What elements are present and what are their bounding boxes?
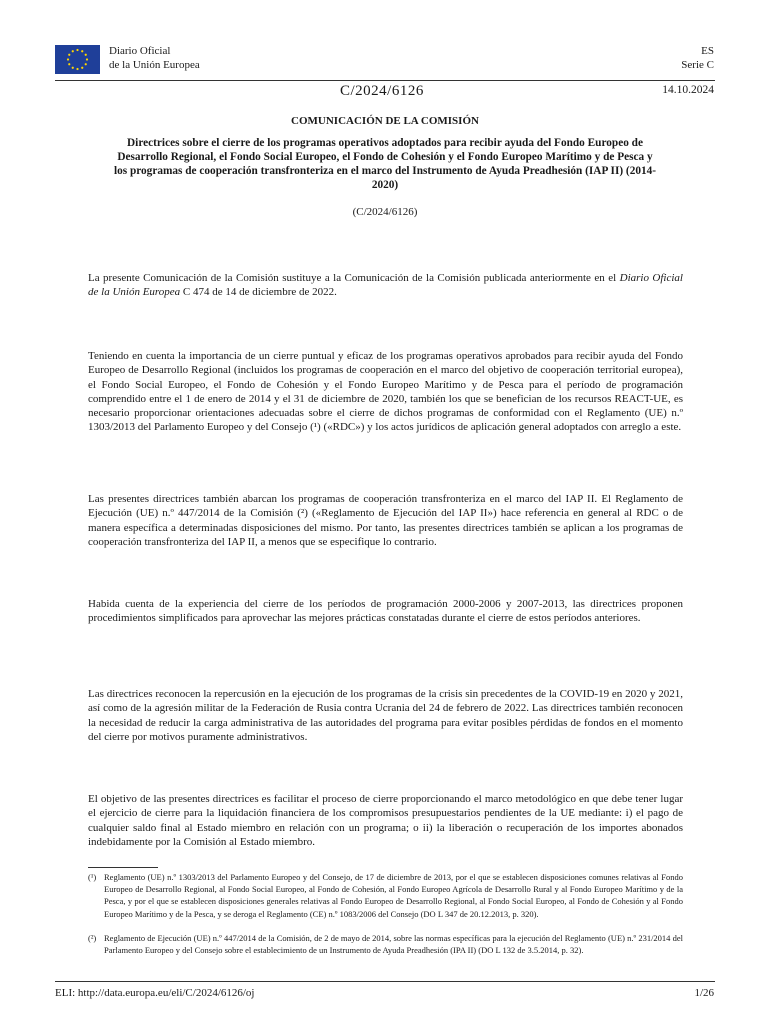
eu-flag-icon: [55, 45, 100, 74]
footnote-2-mark: (²): [88, 933, 97, 943]
paragraph-3: Las presentes directrices también abarcan los programas de cooperación transfronteriza en el marco del IAP II. El Reglamento de Ejecución (UE) n.º 447/2014 de la Comisión (²) («Reglamento de Ejecución del IAP II») hace referencia en general al RDC o de manera específica a determinadas disposiciones del mismo. Por tanto, las presentes directrices también se aplican a los programas de cooperación transfronteriza del IAP II, a menos que se especifique lo contrario.: [88, 493, 683, 548]
language-code: ES: [701, 45, 714, 57]
flag-star: [72, 67, 74, 69]
flag-star: [67, 58, 69, 60]
paragraph-1: [88, 271, 683, 300]
paragraph-6: El objetivo de las presentes directrices es facilitar el proceso de cierre proporcionando el marco metodológico en que debe tener lugar el ejercicio de cierre para la liquidación financiera de los compromisos presupuestarios pendientes de la UE mediante: i) el pago de cualquier saldo final al Estado miembro en relación con un programa; o ii) la liberación o recuperación de los importes abonados indebidamente por la Comisión al Estado miembro.: [88, 793, 683, 848]
publication-date: 14.10.2024: [662, 84, 714, 96]
flag-star: [86, 58, 88, 60]
paragraph-1-part-b: C 474 de 14 de diciembre de 2022.: [180, 286, 337, 299]
journal-line-2: de la Unión Europea: [109, 58, 200, 71]
series-label: Serie C: [681, 58, 714, 71]
flag-star: [68, 63, 70, 65]
footnote-2-text: Reglamento de Ejecución (UE) n.º 447/2014 de la Comisión, de 2 de mayo de 2014, sobre las normas específicas para la ejecución del Reglamento (UE) n.º 231/2014 del Parlamento Europeo y del Consejo sobre el establecimiento de un Instrumento de Ayuda Preadhesión (IPA II) (DO L 132 de 3.5.2014, p. 32).: [104, 933, 683, 956]
footer-divider: [55, 981, 715, 982]
journal-name: [109, 45, 200, 72]
document-number: C/2024/6126: [340, 83, 424, 99]
language-series: [681, 45, 714, 72]
footnote-1-text: Reglamento (UE) n.º 1303/2013 del Parlamento Europeo y del Consejo, de 17 de diciembre de 2013, por el que se establecen disposiciones comunes relativas al Fondo Europeo de Desarrollo Regional, al Fondo Social Europeo, al Fondo de Cohesión, al Fondo Europeo Agrícola de Desarrollo Rural y al Fondo Europeo Marítimo y de la Pesca, y por el que se establecen disposiciones generales relativas al Fondo Europeo de Desarrollo Regional, al Fondo Social Europeo, al Fondo de Cohesión y al Fondo Europeo Marítimo y de la Pesca, y se deroga el Reglamento (CE) n.º 1083/2006 del Consejo (DO L 347 de 20.12.2013, p. 320).: [104, 872, 683, 919]
footnote-1-mark: (¹): [88, 872, 97, 882]
footnote-divider: [88, 867, 158, 868]
paragraph-4: Habida cuenta de la experiencia del cierre de los períodos de programación 2000-2006 y 2007-2013, las directrices proponen procedimientos simplificados para aprovechar las mejores prácticas constatadas durante el cierre de estos períodos anteriores.: [88, 598, 683, 625]
paragraph-1-part-a: La presente Comunicación de la Comisión sustituye a la Comunicación de la Comisión publicada anteriormente en el: [88, 272, 620, 284]
footnote-2: [88, 932, 683, 956]
flag-star: [72, 50, 74, 52]
journal-citation: Diario Oficial de la Unión Europea: [88, 272, 683, 299]
flag-star: [68, 54, 70, 56]
flag-star: [76, 68, 78, 70]
document-heading: COMUNICACIÓN DE LA COMISIÓN: [291, 115, 479, 127]
flag-star: [85, 54, 87, 56]
flag-star: [85, 63, 87, 65]
document-title: Directrices sobre el cierre de los programas operativos adoptados para recibir ayuda del Fondo Europeo de Desarrollo Regional, el Fondo Social Europeo, el Fondo de Cohesión y el Fondo Europeo Marítimo y de Pesca y los programas de cooperación transfronteriza en el marco del Instrumento de Ayuda Preadhesión (IAP II) (2014-2020): [113, 137, 657, 191]
journal-line-1: Diario Oficial: [109, 45, 171, 57]
document-reference: (C/2024/6126): [352, 206, 418, 218]
header-divider: [55, 80, 715, 81]
paragraph-2: Teniendo en cuenta la importancia de un cierre puntual y eficaz de los programas operativos aprobados para recibir ayuda del Fondo Europeo de Desarrollo Regional (incluidos los programas de cooperación en el marco del objetivo de cooperación territorial europea), el Fondo Social Europeo, el Fondo de Cohesión y el Fondo Europeo Marítimo y de Pesca para el período de programación comprendido entre el 1 de enero de 2014 y el 31 de diciembre de 2020, también los que se benefician de los recursos REACT-UE, es necesario proporcionar orientaciones adecuadas sobre el cierre de dichos programas de conformidad con el Reglamento (UE) n.º 1303/2013 del Parlamento Europeo y del Consejo (¹) («RDC») y los actos jurídicos de aplicación general adoptados con arreglo a este.: [88, 350, 683, 434]
footnote-1: [88, 871, 683, 920]
eli-link[interactable]: ELI: http://data.europa.eu/eli/C/2024/6126/oj: [55, 987, 255, 999]
flag-star: [81, 50, 83, 52]
page-number: 1/26: [694, 987, 714, 999]
flag-star: [81, 67, 83, 69]
paragraph-5: Las directrices reconocen la repercusión en la ejecución de los programas de la crisis sin precedentes de la COVID-19 en 2020 y 2021, así como de la agresión militar de la Federación de Rusia contra Ucrania del 24 de febrero de 2022. Las directrices también reconocen la necesidad de reducir la carga administrativa de las autoridades del programa para evitar posibles pérdidas de fondos en el momento del cierre por motivos puramente administrativos.: [88, 688, 683, 743]
flag-star: [76, 49, 78, 51]
